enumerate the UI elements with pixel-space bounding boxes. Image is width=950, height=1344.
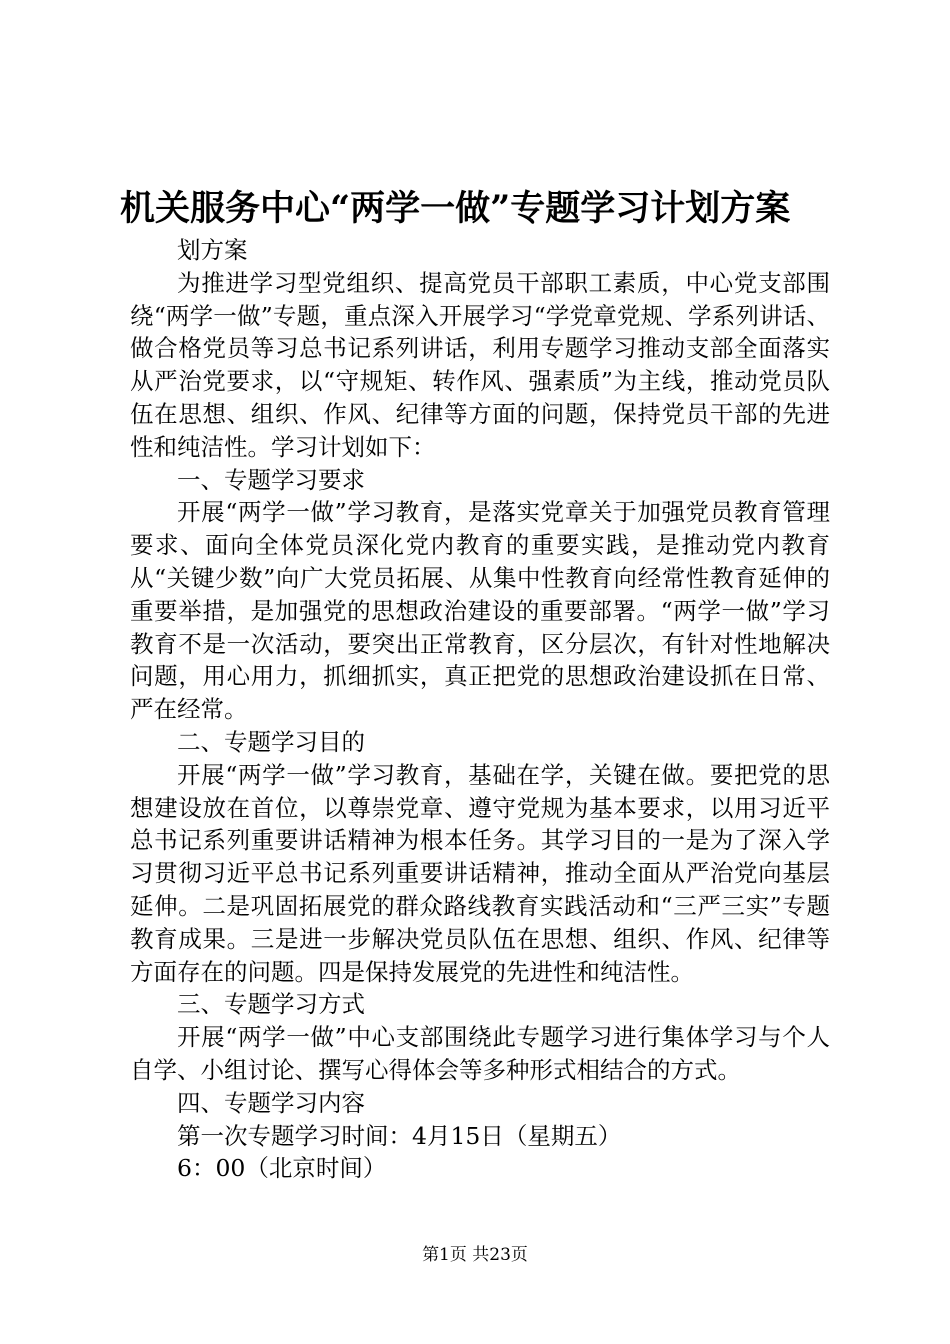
paragraph-time: 6：00（北京时间） <box>177 1154 387 1183</box>
paragraph-purpose: 开展“两学一做”学习教育，基础在学，关键在做。要把党的思想建设放在首位，以尊崇党章、遵守党规为基本要求，以用习近平总书记系列重要讲话精神为根本任务。其学习目的一是为了深入学习贯彻习近平总书记系列重要讲话精神，推动全面从严治党向基层延伸。二是巩固拓展党的群众路线教育实践活动和“三严三实”专题教育成果。三是进一步解决党员队伍在思想、组织、作风、纪律等方面存在的问题。四是保持发展党的先进性和纯洁性。 <box>130 760 830 986</box>
page-number-footer: 第1页 共23页 <box>422 1245 528 1265</box>
document-title: 机关服务中心“两学一做”专题学习计划方案 <box>120 188 791 229</box>
document-body <box>130 234 830 1185</box>
paragraph-intro: 为推进学习型党组织、提高党员干部职工素质，中心党支部围绕“两学一做”专题，重点深入开展学习“学党章党规、学系列讲话、做合格党员等习总书记系列讲话，利用专题学习推动支部全面落实从严治党要求，以“守规矩、转作风、强素质”为主线，推动党员队伍在思想、组织、作风、纪律等方面的问题，保持党员干部的先进性和纯洁性。学习计划如下： <box>130 268 830 461</box>
section-heading-method: 三、专题学习方式 <box>177 990 365 1019</box>
paragraph-subtitle: 划方案 <box>177 236 248 264</box>
paragraph-first-session: 第一次专题学习时间：4月15日（星期五） <box>177 1121 622 1150</box>
paragraph-method: 开展“两学一做”中心支部围绕此专题学习进行集体学习与个人自学、小组讨论、撰写心得体会等多种形式相结合的方式。 <box>130 1023 830 1084</box>
section-heading-content: 四、专题学习内容 <box>177 1088 365 1117</box>
section-heading-requirements: 一、专题学习要求 <box>177 465 365 494</box>
paragraph-requirements: 开展“两学一做”学习教育，是落实党章关于加强党员教育管理要求、面向全体党员深化党内教育的重要实践，是推动党内教育从“关键少数”向广大党员拓展、从集中性教育向经常性教育延伸的重要举措，是加强党的思想政治建设的重要部署。“两学一做”学习教育不是一次活动，要突出正常教育，区分层次，有针对性地解决问题，用心用力，抓细抓实，真正把党的思想政治建设抓在日常、严在经常。 <box>130 498 830 724</box>
section-heading-purpose: 二、专题学习目的 <box>177 727 365 756</box>
